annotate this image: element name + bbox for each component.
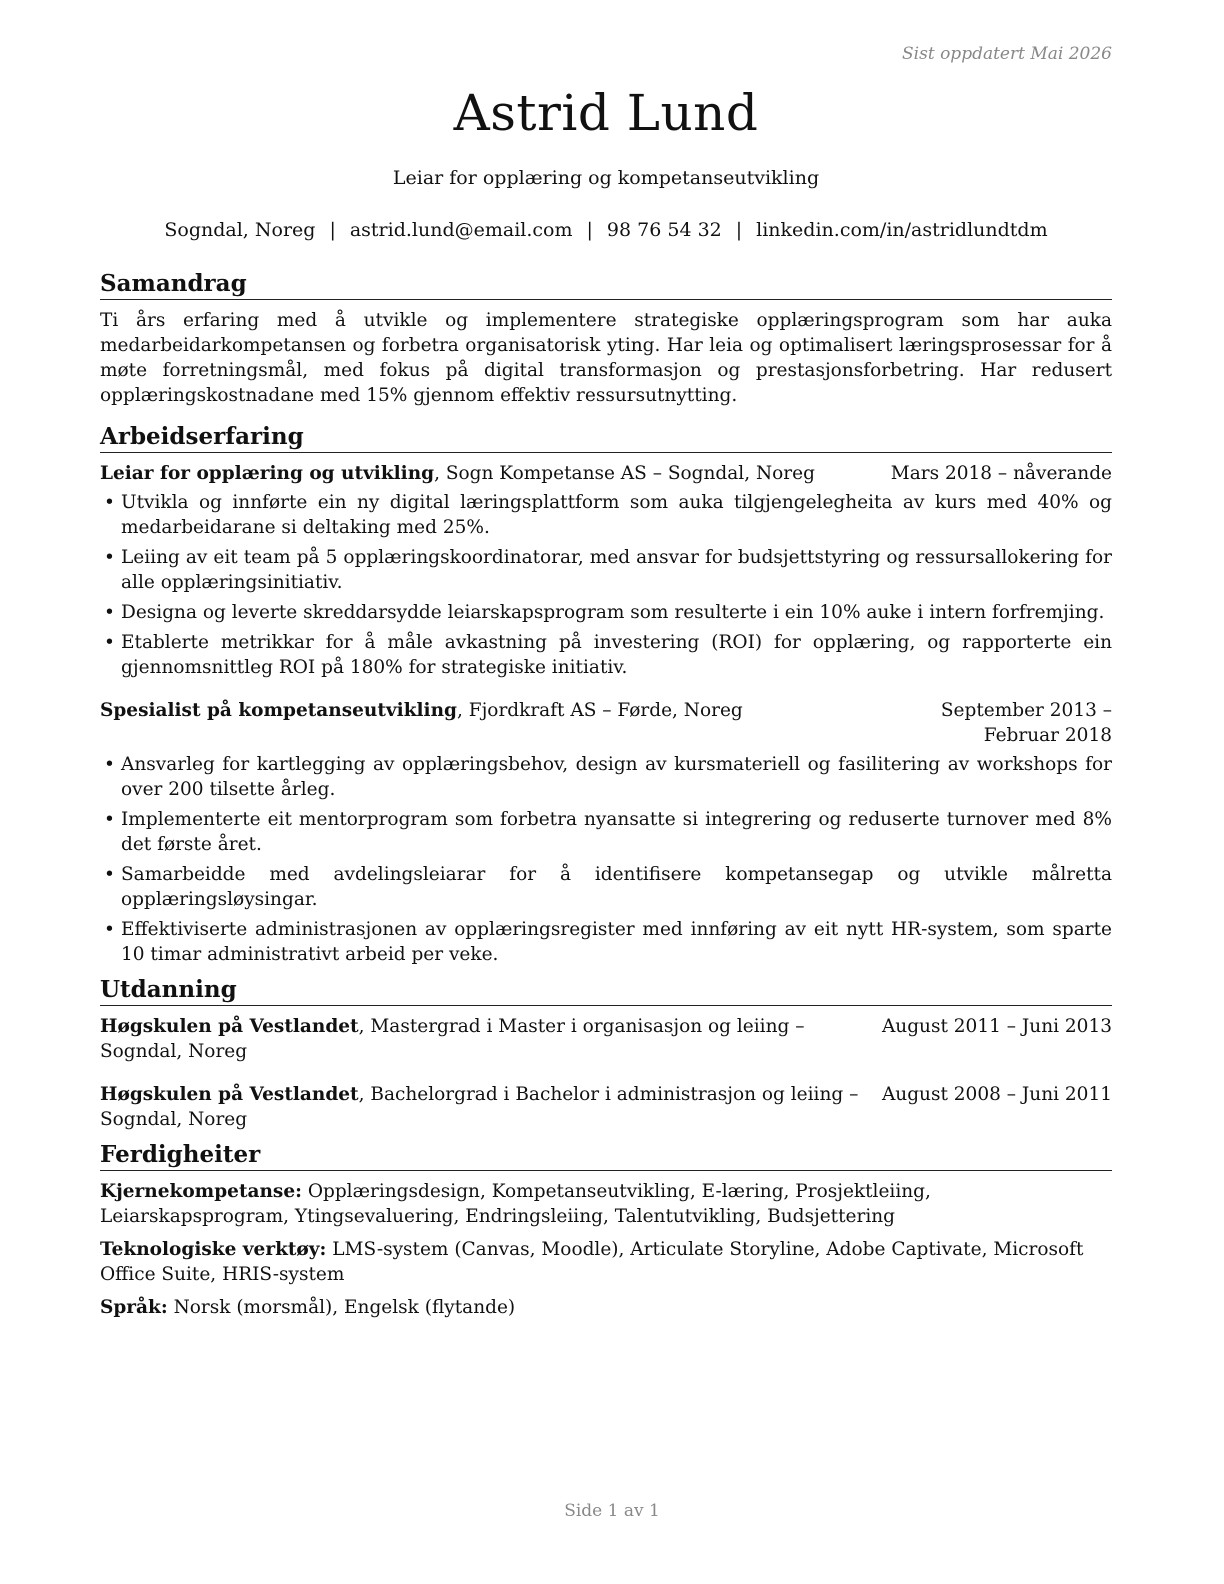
skills-section <box>100 1140 1112 1320</box>
job-header <box>100 461 1112 486</box>
education-detail: , Bachelorgrad i Bachelor i administrasjon og leiing – Sogndal, Noreg <box>100 1084 859 1130</box>
bullet-text: Designa og leverte skreddarsydde leiarskapsprogram som resulterte i ein 10% auke i intern forfremjing. <box>121 602 1105 623</box>
bullet-icon: • <box>104 632 115 653</box>
bullet-icon: • <box>104 492 115 513</box>
education-title-line <box>100 1014 882 1064</box>
job-bullets <box>100 752 1112 967</box>
education-school: Høgskulen på Vestlandet <box>100 1084 359 1105</box>
job-dates: Mars 2018 – nåverande <box>890 463 1112 484</box>
job-bullets <box>100 490 1112 680</box>
bullet-icon: • <box>104 809 115 830</box>
list-item <box>100 490 1112 540</box>
bullet-icon: • <box>104 864 115 885</box>
education-dates: August 2011 – Juni 2013 <box>881 1016 1112 1037</box>
skill-group <box>100 1237 1112 1287</box>
candidate-name: Astrid Lund <box>453 84 759 142</box>
bullet-text: Etablerte metrikkar for å måle avkastning på investering (ROI) for opplæring, og rapporterte ein gjennomsnittleg ROI på 180% for strategiske initiativ. <box>121 632 1112 678</box>
list-item <box>100 630 1112 680</box>
education-school: Høgskulen på Vestlandet <box>100 1016 359 1037</box>
skill-items: Opplæringsdesign, Kompetanseutvikling, E-læring, Prosjektleiing, Leiarskapsprogram, Ytingsevaluering, Endringsleiing, Talentutvikling, Budsjettering <box>100 1181 931 1227</box>
job-title-line <box>100 461 891 486</box>
job-title: Spesialist på kompetanseutvikling <box>100 700 457 721</box>
education-title-line <box>100 1082 882 1132</box>
job-title: Leiar for opplæring og utvikling <box>100 463 435 484</box>
bullet-icon: • <box>104 919 115 940</box>
bullet-text: Implementerte eit mentorprogram som forbetra nyansatte si integrering og reduserte turnover med 8% det første året. <box>121 809 1112 855</box>
job-header <box>100 698 1112 748</box>
education-entry <box>100 1014 1112 1064</box>
job-entry <box>100 461 1112 680</box>
bullet-text: Leiing av eit team på 5 opplæringskoordinatorar, med ansvar for budsjettstyring og ressursallokering for alle opplæringsinitiativ. <box>121 547 1112 593</box>
education-section <box>100 975 1112 1132</box>
page-number: Side 1 av 1 <box>564 1501 660 1521</box>
bullet-icon: • <box>104 602 115 623</box>
list-item <box>100 752 1112 802</box>
resume-content <box>100 269 1112 1328</box>
skill-items: Norsk (morsmål), Engelsk (flytande) <box>167 1297 516 1318</box>
skill-group <box>100 1295 1112 1320</box>
job-title-line <box>100 698 872 723</box>
last-updated: Sist oppdatert Mai 2026 <box>902 44 1112 64</box>
contact-separator: | <box>329 219 336 241</box>
experience-section <box>100 422 1112 967</box>
summary-text: Ti års erfaring med å utvikle og implementere strategiske opplæringsprogram som har auka medarbeidarkompetansen og forbetra organisatorisk yting. Har leia og optimalisert læringsprosessar for å møte forretningsmål, med fokus på digital transformasjon og prestasjonsforbetring. Har redusert opplæringskostnadane med 15% gjennom effektiv ressursutnytting. <box>100 310 1112 406</box>
education-entry <box>100 1082 1112 1132</box>
skill-group <box>100 1179 1112 1229</box>
bullet-text: Effektiviserte administrasjonen av opplæringsregister med innføring av eit nytt HR-system, som sparte 10 timar administrativt arbeid per veke. <box>121 919 1112 965</box>
contact-separator: | <box>735 219 743 241</box>
education-detail: , Mastergrad i Master i organisasjon og leiing – Sogndal, Noreg <box>100 1016 805 1062</box>
list-item <box>100 917 1112 967</box>
bullet-icon: • <box>104 754 115 775</box>
section-heading-experience: Arbeidserfaring <box>100 422 1112 453</box>
section-heading-education: Utdanning <box>100 975 1112 1006</box>
skill-label: Språk: <box>100 1297 168 1318</box>
skill-items: LMS-system (Canvas, Moodle), Articulate Storyline, Adobe Captivate, Microsoft Office Suite, HRIS-system <box>100 1239 1084 1285</box>
section-heading-summary: Samandrag <box>100 269 1112 300</box>
candidate-role: Leiar for opplæring og kompetanseutvikling <box>392 167 820 189</box>
contact-linkedin[interactable]: linkedin.com/in/astridlundtdm <box>756 219 1048 241</box>
list-item <box>100 545 1112 595</box>
contact-phone: 98 76 54 32 <box>606 219 722 241</box>
bullet-text: Ansvarleg for kartlegging av opplæringsbehov, design av kursmateriell og fasilitering av workshops for over 200 tilsette årleg. <box>121 754 1112 800</box>
skill-label: Kjernekompetanse: <box>100 1181 302 1202</box>
contact-email[interactable]: astrid.lund@email.com <box>349 219 573 241</box>
job-company: , Sogn Kompetanse AS – Sogndal, Noreg <box>434 463 815 484</box>
contact-separator: | <box>586 219 593 241</box>
summary-section <box>100 269 1112 408</box>
list-item <box>100 862 1112 912</box>
contact-location: Sogndal, Noreg <box>164 219 316 241</box>
list-item <box>100 807 1112 857</box>
list-item <box>100 600 1112 625</box>
bullet-text: Utvikla og innførte ein ny digital læringsplattform som auka tilgjengelegheita av kurs med 40% og medarbeidarane si deltaking med 25%. <box>121 492 1112 538</box>
section-heading-skills: Ferdigheiter <box>100 1140 1112 1171</box>
job-dates: September 2013 – Februar 2018 <box>940 700 1112 746</box>
bullet-text: Samarbeidde med avdelingsleiarar for å identifisere kompetansegap og utvikle målretta opplæringsløysingar. <box>121 864 1112 910</box>
contact-line <box>100 219 1112 241</box>
job-entry <box>100 698 1112 967</box>
job-company: , Fjordkraft AS – Førde, Noreg <box>456 700 743 721</box>
bullet-icon: • <box>104 547 115 568</box>
education-dates: August 2008 – Juni 2011 <box>881 1084 1112 1105</box>
skill-label: Teknologiske verktøy: <box>100 1239 327 1260</box>
